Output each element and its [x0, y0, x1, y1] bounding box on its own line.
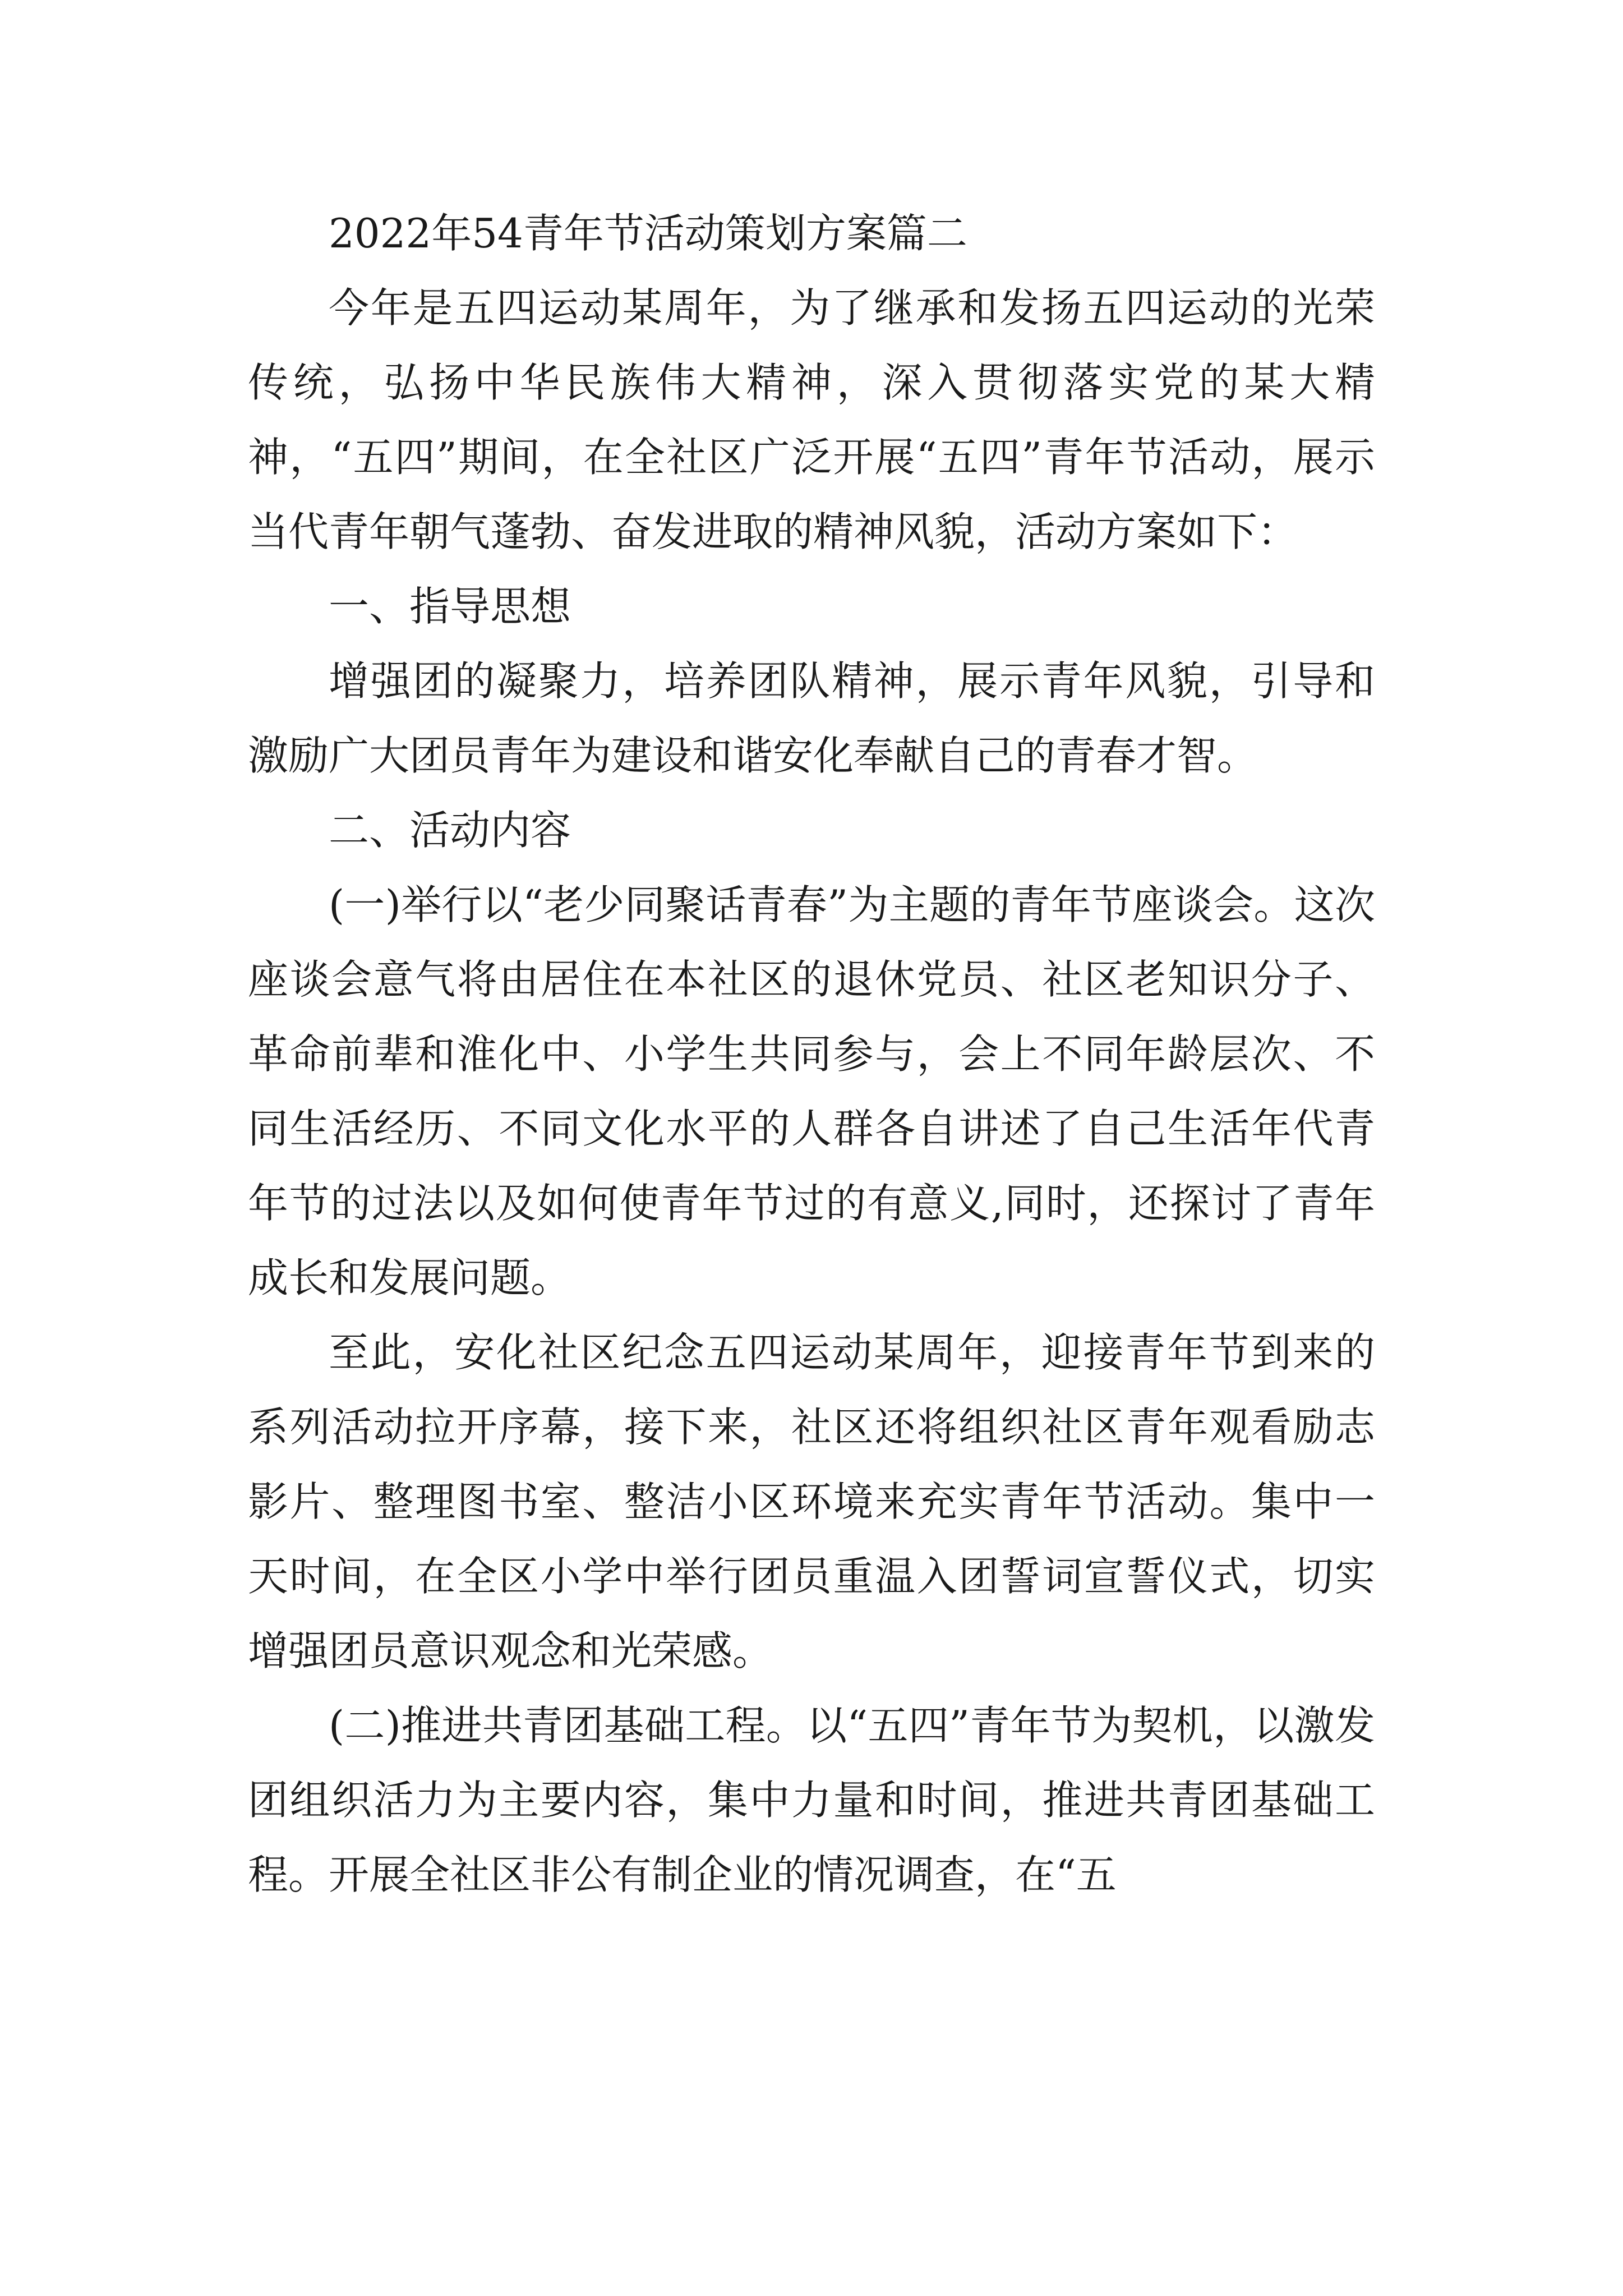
activity-followup-paragraph: 至此，安化社区纪念五四运动某周年，迎接青年节到来的系列活动拉开序幕，接下来，社区还将组织社区青年观看励志影片、整理图书室、整洁小区环境来充实青年节活动。集中一天时间，在全区小学中举行团员重温入团誓词宣誓仪式，切实增强团员意识观念和光荣感。: [248, 1329, 1375, 1674]
intro-paragraph: 今年是五四运动某周年，为了继承和发扬五四运动的光荣传统，弘扬中华民族伟大精神，深入贯彻落实党的某大精神，“五四”期间，在全社区广泛开展“五四”青年节活动，展示当代青年朝气蓬勃、奋发进取的精神风貌，活动方案如下：: [248, 284, 1375, 555]
document-title: 2022年54青年节活动策划方案篇二: [329, 210, 967, 257]
section-heading-guiding-ideology: 一、指导思想: [329, 583, 571, 630]
activity-two-paragraph: (二)推进共青团基础工程。以“五四”青年节为契机，以激发团组织活力为主要内容，集中力量和时间，推进共青团基础工程。开展全社区非公有制企业的情况调查，在“五: [248, 1702, 1375, 1898]
document-body: [248, 196, 1375, 1912]
guiding-ideology-paragraph: 增强团的凝聚力，培养团队精神，展示青年风貌，引导和激励广大团员青年为建设和谐安化奉献自己的青春才智。: [248, 657, 1375, 779]
activity-one-paragraph: (一)举行以“老少同聚话青春”为主题的青年节座谈会。这次座谈会意气将由居住在本社区的退休党员、社区老知识分子、革命前辈和淮化中、小学生共同参与，会上不同年龄层次、不同生活经历、不同文化水平的人群各自讲述了自己生活年代青年节的过法以及如何使青年节过的有意义,同时，还探讨了青年成长和发展问题。: [248, 881, 1375, 1301]
section-heading-activity-content: 二、活动内容: [329, 807, 571, 854]
